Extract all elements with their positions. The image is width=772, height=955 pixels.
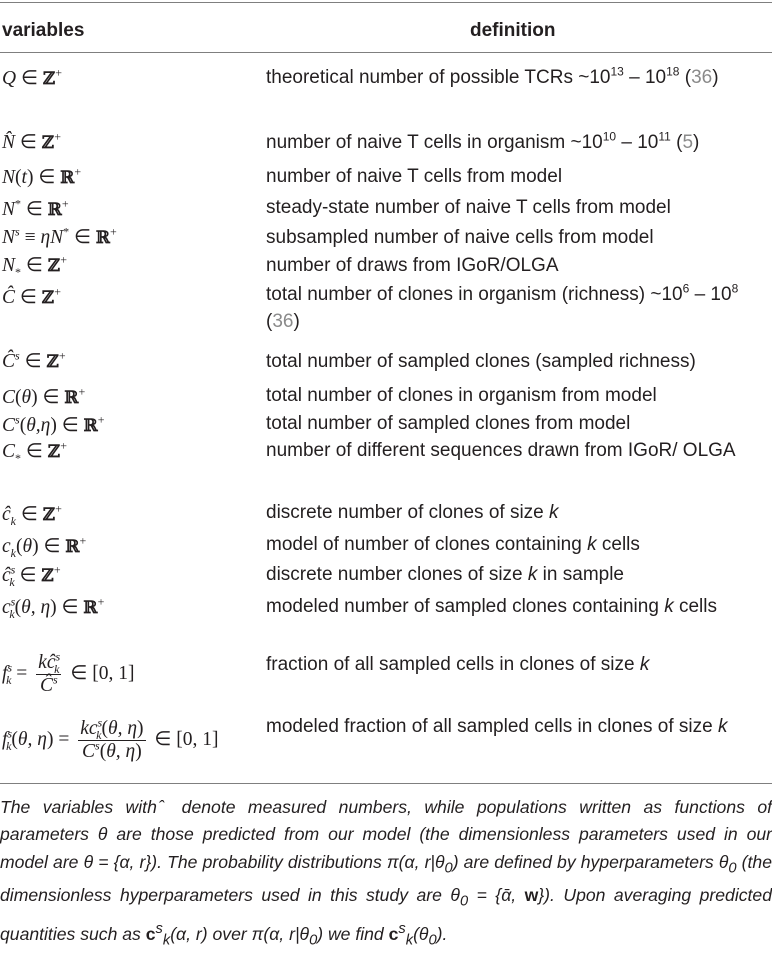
var-f-s-k-theta-eta: $f^s_k(\theta$, η) = $\frac{kc^s_k(\theta, \eta)}{C^s(\theta, \eta)}$ ∈ [0, 1]: [2, 715, 219, 762]
var-N-sub-star: $N_*$ ∈ ℤ+: [2, 252, 67, 279]
var-N-hat: N̂ ∈ ℤ+: [2, 129, 61, 153]
def-row-15: modeled number of sampled clones containing k cells: [266, 596, 717, 617]
table-top-rule: [0, 2, 772, 3]
def-row-1: theoretical number of possible TCRs $\sim 10^{13} - 10^{18}$ (36): [266, 64, 719, 88]
var-c-hat-s-k: $ĉ^s_k$ ∈ ℤ+: [2, 562, 61, 589]
var-N-t: N(t) ∈ ℝ+: [2, 164, 82, 188]
def-row-8: total number of sampled clones (sampled richness): [266, 351, 696, 372]
var-c-s-k-theta-eta: $c^s_k(\theta$, η) ∈ ℝ+: [2, 594, 105, 621]
var-N-star: N* ∈ ℝ+: [2, 196, 69, 220]
def-row-11: number of different sequences drawn from IGoR/ OLGA: [266, 440, 736, 461]
def-row-5: subsampled number of naive cells from model: [266, 227, 654, 248]
var-c-k-theta: $c_k(\theta)$ ∈ ℝ+: [2, 533, 87, 560]
def-row-7: total number of clones in organism (richness) $\sim 10^6 - 10^8$ (36): [266, 281, 739, 332]
def-row-2: number of naive T cells in organism $\sim 10^{10} - 10^{11}$ (5): [266, 129, 700, 153]
table-footnote: The variables with ̂ denote measured numbers, while populations written as functions of parameters θ are those predicted from our model (the dimensionless parameters used in our model are θ = {α, r}). The probability distributions π(α, $r|\theta_0$) are defined by hyperparameters $\theta_0$ (the dimensionless hyperparameters used in this study are $\theta_0$ = {ᾱ, w}). Upon averaging predicted quantities such as $c^s_k(\alpha$, r) over π(α, $r|\theta_0$) we find $c^s_k(\theta_0)$.: [0, 797, 772, 949]
def-row-16: fraction of all sampled cells in clones of size k: [266, 654, 650, 675]
header-definition: definition: [470, 20, 556, 41]
def-row-13: model of number of clones containing k cells: [266, 534, 640, 555]
var-c-hat-k: $ĉ_k$ ∈ ℤ+: [2, 501, 62, 528]
def-row-10: total number of sampled clones from model: [266, 413, 631, 434]
def-row-17: modeled fraction of all sampled cells in clones of size k: [266, 716, 728, 737]
var-C-hat-s: $Ĉ^s$ ∈ ℤ+: [2, 348, 66, 372]
var-f-s-k: $f^s_k$ = $\frac{kĉ^s_k}{Ĉ^s}$ ∈ [0, 1]: [2, 649, 135, 696]
table-bottom-rule: [0, 783, 772, 784]
header-variables: variables: [2, 20, 85, 41]
def-row-4: steady-state number of naive T cells from model: [266, 197, 671, 218]
var-C-sub-star: $C_*$ ∈ ℤ+: [2, 438, 67, 465]
var-Q: Q ∈ ℤ+: [2, 65, 63, 89]
var-C-s-theta-eta: $C^s(\theta,\eta)$ ∈ ℝ+: [2, 412, 105, 436]
var-C-hat: Ĉ ∈ ℤ+: [2, 284, 61, 308]
def-row-12: discrete number of clones of size k: [266, 502, 559, 523]
var-N-s: $N^s \equiv \eta N^*$ ∈ ℝ+: [2, 224, 117, 248]
header-rule: [0, 52, 772, 53]
def-row-6: number of draws from IGoR/OLGA: [266, 255, 559, 276]
var-C-theta: C(θ) ∈ ℝ+: [2, 384, 86, 408]
def-row-3: number of naive T cells from model: [266, 166, 563, 187]
def-row-9: total number of clones in organism from model: [266, 385, 657, 406]
def-row-14: discrete number clones of size k in sample: [266, 564, 625, 585]
